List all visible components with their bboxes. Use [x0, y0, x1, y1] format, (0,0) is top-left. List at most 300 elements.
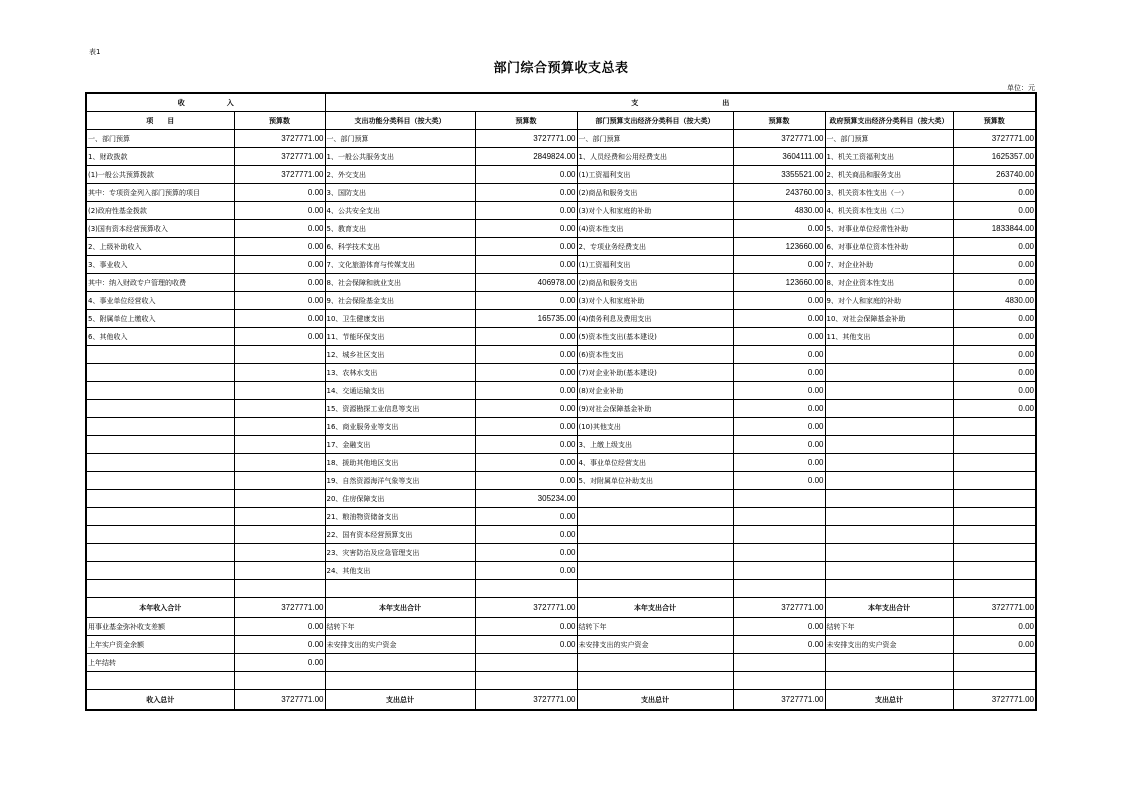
function-amount-cell: 3727771.00: [475, 690, 577, 711]
function-item-cell: 7、文化旅游体育与传媒支出: [325, 256, 475, 274]
function-item-cell: 4、公共安全支出: [325, 202, 475, 220]
income-amount-cell: 0.00: [234, 238, 325, 256]
dept-econ-amount-cell: 0.00: [733, 454, 825, 472]
table-row: [86, 238, 1036, 256]
budget-table: [85, 92, 1037, 711]
table-row: [86, 310, 1036, 328]
gov-econ-amount-cell: 0.00: [953, 346, 1036, 364]
income-amount-cell: 0.00: [234, 328, 325, 346]
income-amount-cell: [234, 418, 325, 436]
function-amount-cell: 0.00: [475, 436, 577, 454]
table-row: [86, 184, 1036, 202]
income-item-cell: 其中：专项资金列入部门预算的项目: [86, 184, 234, 202]
col-header-amount: 预算数: [234, 112, 325, 130]
income-item-cell: 本年收入合计: [86, 598, 234, 618]
income-amount-cell: [234, 364, 325, 382]
dept-econ-amount-cell: 3604111.00: [733, 148, 825, 166]
gov-econ-amount-cell: 0.00: [953, 400, 1036, 418]
spacer-row: [86, 580, 1036, 598]
function-amount-cell: 0.00: [475, 238, 577, 256]
gov-econ-item-cell: [825, 508, 953, 526]
function-item-cell: 9、社会保险基金支出: [325, 292, 475, 310]
income-item-cell: 上年结转: [86, 654, 234, 672]
dept-econ-amount-cell: [733, 490, 825, 508]
function-item-cell: 结转下年: [325, 618, 475, 636]
dept-econ-amount-cell: [733, 654, 825, 672]
col-header-amount: 预算数: [475, 112, 577, 130]
income-amount-cell: 0.00: [234, 636, 325, 654]
gov-econ-item-cell: 2、机关商品和服务支出: [825, 166, 953, 184]
dept-econ-amount-cell: 4830.00: [733, 202, 825, 220]
dept-econ-amount-cell: 0.00: [733, 418, 825, 436]
dept-econ-amount-cell: 0.00: [733, 636, 825, 654]
function-item-cell: 2、外交支出: [325, 166, 475, 184]
gov-econ-amount-cell: 263740.00: [953, 166, 1036, 184]
gov-econ-amount-cell: 0.00: [953, 328, 1036, 346]
dept-econ-item-cell: 支出总计: [577, 690, 733, 711]
income-item-cell: (3)国有资本经营预算收入: [86, 220, 234, 238]
dept-econ-item-cell: [577, 562, 733, 580]
gov-econ-amount-cell: [953, 672, 1036, 690]
function-item-cell: 13、农林水支出: [325, 364, 475, 382]
dept-econ-item-cell: 一、部门预算: [577, 130, 733, 148]
function-amount-cell: 0.00: [475, 562, 577, 580]
gov-econ-item-cell: [825, 400, 953, 418]
dept-econ-item-cell: (10)其他支出: [577, 418, 733, 436]
dept-econ-amount-cell: [733, 672, 825, 690]
gov-econ-item-cell: 10、对社会保障基金补助: [825, 310, 953, 328]
gov-econ-item-cell: 本年支出合计: [825, 598, 953, 618]
gov-econ-amount-cell: [953, 562, 1036, 580]
gov-econ-amount-cell: [953, 580, 1036, 598]
dept-econ-amount-cell: [733, 508, 825, 526]
income-amount-cell: 3727771.00: [234, 166, 325, 184]
dept-econ-item-cell: (2)商品和服务支出: [577, 274, 733, 292]
function-item-cell: 本年支出合计: [325, 598, 475, 618]
gov-econ-item-cell: [825, 346, 953, 364]
function-amount-cell: 0.00: [475, 256, 577, 274]
dept-econ-item-cell: 结转下年: [577, 618, 733, 636]
income-item-cell: [86, 672, 234, 690]
income-amount-cell: [234, 580, 325, 598]
dept-econ-amount-cell: 0.00: [733, 618, 825, 636]
income-amount-cell: [234, 382, 325, 400]
gov-econ-amount-cell: 3727771.00: [953, 598, 1036, 618]
gov-econ-item-cell: 7、对企业补助: [825, 256, 953, 274]
gov-econ-item-cell: 9、对个人和家庭的补助: [825, 292, 953, 310]
function-item-cell: [325, 654, 475, 672]
dept-econ-item-cell: [577, 580, 733, 598]
gov-econ-amount-cell: 0.00: [953, 364, 1036, 382]
gov-econ-amount-cell: 3727771.00: [953, 690, 1036, 711]
grand-total-row: [86, 690, 1036, 711]
dept-econ-item-cell: [577, 508, 733, 526]
income-amount-cell: 0.00: [234, 220, 325, 238]
function-item-cell: 24、其他支出: [325, 562, 475, 580]
income-item-cell: 一、部门预算: [86, 130, 234, 148]
income-item-cell: (1)一般公共预算拨款: [86, 166, 234, 184]
function-amount-cell: 165735.00: [475, 310, 577, 328]
gov-econ-amount-cell: [953, 526, 1036, 544]
function-item-cell: 15、资源勘探工业信息等支出: [325, 400, 475, 418]
function-item-cell: 23、灾害防治及应急管理支出: [325, 544, 475, 562]
gov-econ-item-cell: 11、其他支出: [825, 328, 953, 346]
income-item-cell: [86, 490, 234, 508]
gov-econ-amount-cell: [953, 544, 1036, 562]
income-item-cell: 3、事业收入: [86, 256, 234, 274]
income-amount-cell: 0.00: [234, 654, 325, 672]
income-amount-cell: [234, 400, 325, 418]
income-amount-cell: [234, 346, 325, 364]
gov-econ-amount-cell: [953, 508, 1036, 526]
gov-econ-amount-cell: 1833844.00: [953, 220, 1036, 238]
income-item-cell: [86, 472, 234, 490]
function-amount-cell: 406978.00: [475, 274, 577, 292]
function-amount-cell: 0.00: [475, 220, 577, 238]
gov-econ-item-cell: 8、对企业资本性支出: [825, 274, 953, 292]
table-row: [86, 454, 1036, 472]
income-item-cell: 上年实户资金余额: [86, 636, 234, 654]
function-item-cell: [325, 580, 475, 598]
function-amount-cell: 0.00: [475, 328, 577, 346]
dept-econ-amount-cell: 0.00: [733, 400, 825, 418]
gov-econ-amount-cell: 3727771.00: [953, 130, 1036, 148]
function-amount-cell: 3727771.00: [475, 598, 577, 618]
function-amount-cell: 0.00: [475, 454, 577, 472]
function-amount-cell: 0.00: [475, 544, 577, 562]
income-amount-cell: 0.00: [234, 256, 325, 274]
dept-econ-amount-cell: 243760.00: [733, 184, 825, 202]
dept-econ-amount-cell: 0.00: [733, 292, 825, 310]
income-item-cell: 6、其他收入: [86, 328, 234, 346]
gov-econ-amount-cell: 0.00: [953, 618, 1036, 636]
gov-econ-item-cell: [825, 654, 953, 672]
income-amount-cell: 0.00: [234, 618, 325, 636]
dept-econ-amount-cell: 0.00: [733, 328, 825, 346]
function-item-cell: 1、一般公共服务支出: [325, 148, 475, 166]
dept-econ-amount-cell: [733, 562, 825, 580]
gov-econ-amount-cell: [953, 654, 1036, 672]
income-amount-cell: 0.00: [234, 274, 325, 292]
function-amount-cell: 3727771.00: [475, 130, 577, 148]
dept-econ-amount-cell: 3727771.00: [733, 598, 825, 618]
income-item-cell: [86, 346, 234, 364]
function-item-cell: 一、部门预算: [325, 130, 475, 148]
table-row: [86, 328, 1036, 346]
gov-econ-item-cell: 支出总计: [825, 690, 953, 711]
income-item-cell: [86, 544, 234, 562]
income-item-cell: [86, 400, 234, 418]
dept-econ-item-cell: (9)对社会保障基金补助: [577, 400, 733, 418]
dept-econ-item-cell: (1)工资福利支出: [577, 166, 733, 184]
dept-econ-item-cell: [577, 654, 733, 672]
function-amount-cell: 0.00: [475, 400, 577, 418]
function-item-cell: 3、国防支出: [325, 184, 475, 202]
gov-econ-amount-cell: 4830.00: [953, 292, 1036, 310]
income-amount-cell: [234, 472, 325, 490]
gov-econ-amount-cell: 0.00: [953, 184, 1036, 202]
dept-econ-amount-cell: 0.00: [733, 346, 825, 364]
function-item-cell: 支出总计: [325, 690, 475, 711]
income-item-cell: 收入总计: [86, 690, 234, 711]
function-item-cell: 6、科学技术支出: [325, 238, 475, 256]
table-row: [86, 274, 1036, 292]
income-amount-cell: [234, 672, 325, 690]
dept-econ-amount-cell: 3727771.00: [733, 690, 825, 711]
dept-econ-item-cell: 5、对附属单位补助支出: [577, 472, 733, 490]
dept-econ-item-cell: [577, 526, 733, 544]
dept-econ-amount-cell: [733, 580, 825, 598]
table-row: [86, 382, 1036, 400]
table-row: [86, 472, 1036, 490]
dept-econ-item-cell: [577, 490, 733, 508]
income-item-cell: (2)政府性基金拨款: [86, 202, 234, 220]
col-header-dept-econ-category: 部门预算支出经济分类科目（按大类）: [577, 112, 733, 130]
carryover-row: [86, 618, 1036, 636]
income-amount-cell: 3727771.00: [234, 598, 325, 618]
income-amount-cell: 3727771.00: [234, 130, 325, 148]
gov-econ-item-cell: [825, 672, 953, 690]
income-amount-cell: 3727771.00: [234, 148, 325, 166]
dept-econ-amount-cell: 0.00: [733, 220, 825, 238]
function-amount-cell: 0.00: [475, 382, 577, 400]
dept-econ-amount-cell: [733, 526, 825, 544]
income-amount-cell: [234, 436, 325, 454]
gov-econ-item-cell: 4、机关资本性支出（二）: [825, 202, 953, 220]
sheet-label: 表1: [89, 48, 101, 56]
function-item-cell: 5、教育支出: [325, 220, 475, 238]
function-amount-cell: 0.00: [475, 636, 577, 654]
gov-econ-item-cell: [825, 526, 953, 544]
function-item-cell: 16、商业服务业等支出: [325, 418, 475, 436]
function-item-cell: 10、卫生健康支出: [325, 310, 475, 328]
function-item-cell: 8、社会保障和就业支出: [325, 274, 475, 292]
table-row: [86, 346, 1036, 364]
gov-econ-amount-cell: [953, 472, 1036, 490]
function-amount-cell: 0.00: [475, 202, 577, 220]
dept-econ-amount-cell: 0.00: [733, 310, 825, 328]
gov-econ-item-cell: 未安排支出的实户资金: [825, 636, 953, 654]
dept-econ-amount-cell: 0.00: [733, 436, 825, 454]
income-item-cell: [86, 454, 234, 472]
dept-econ-item-cell: (4)债务利息及费用支出: [577, 310, 733, 328]
function-item-cell: 未安排支出的实户资金: [325, 636, 475, 654]
gov-econ-item-cell: [825, 364, 953, 382]
function-amount-cell: 0.00: [475, 418, 577, 436]
income-amount-cell: 3727771.00: [234, 690, 325, 711]
col-header-item: 项 目: [86, 112, 234, 130]
function-item-cell: 19、自然资源海洋气象等支出: [325, 472, 475, 490]
dept-econ-item-cell: 未安排支出的实户资金: [577, 636, 733, 654]
dept-econ-amount-cell: 3355521.00: [733, 166, 825, 184]
dept-econ-item-cell: (8)对企业补助: [577, 382, 733, 400]
gov-econ-amount-cell: [953, 418, 1036, 436]
function-amount-cell: 2849824.00: [475, 148, 577, 166]
table-row: [86, 166, 1036, 184]
column-header-row: [86, 112, 1036, 130]
function-amount-cell: 0.00: [475, 292, 577, 310]
income-item-cell: [86, 508, 234, 526]
gov-econ-item-cell: 3、机关资本性支出（一）: [825, 184, 953, 202]
dept-econ-amount-cell: 3727771.00: [733, 130, 825, 148]
gov-econ-item-cell: 一、部门预算: [825, 130, 953, 148]
gov-econ-amount-cell: [953, 490, 1036, 508]
table-row: [86, 148, 1036, 166]
carryover-row: [86, 654, 1036, 672]
function-amount-cell: 0.00: [475, 184, 577, 202]
table-row: [86, 256, 1036, 274]
income-amount-cell: 0.00: [234, 184, 325, 202]
income-item-cell: 1、财政拨款: [86, 148, 234, 166]
dept-econ-item-cell: 本年支出合计: [577, 598, 733, 618]
dept-econ-amount-cell: 0.00: [733, 472, 825, 490]
function-item-cell: 14、交通运输支出: [325, 382, 475, 400]
table-row: [86, 436, 1036, 454]
dept-econ-item-cell: (2)商品和服务支出: [577, 184, 733, 202]
income-item-cell: [86, 418, 234, 436]
table-row: [86, 544, 1036, 562]
income-amount-cell: [234, 544, 325, 562]
income-amount-cell: [234, 562, 325, 580]
table-row: [86, 562, 1036, 580]
gov-econ-amount-cell: 0.00: [953, 382, 1036, 400]
table-row: [86, 400, 1036, 418]
col-header-function-category: 支出功能分类科目（按大类）: [325, 112, 475, 130]
income-amount-cell: [234, 526, 325, 544]
dept-econ-amount-cell: [733, 544, 825, 562]
income-amount-cell: [234, 454, 325, 472]
dept-econ-amount-cell: 0.00: [733, 382, 825, 400]
function-item-cell: 21、粮油物资储备支出: [325, 508, 475, 526]
expense-header: 支 出: [325, 93, 1036, 112]
income-item-cell: [86, 382, 234, 400]
function-amount-cell: 0.00: [475, 166, 577, 184]
gov-econ-amount-cell: 0.00: [953, 274, 1036, 292]
col-header-amount: 预算数: [733, 112, 825, 130]
gov-econ-amount-cell: [953, 454, 1036, 472]
dept-econ-item-cell: (4)资本性支出: [577, 220, 733, 238]
function-amount-cell: 0.00: [475, 508, 577, 526]
spacer-row: [86, 672, 1036, 690]
gov-econ-item-cell: [825, 418, 953, 436]
gov-econ-item-cell: [825, 454, 953, 472]
dept-econ-item-cell: (3)对个人和家庭补助: [577, 292, 733, 310]
dept-econ-item-cell: (7)对企业补助(基本建设): [577, 364, 733, 382]
function-amount-cell: 0.00: [475, 618, 577, 636]
function-item-cell: 17、金融支出: [325, 436, 475, 454]
function-amount-cell: 0.00: [475, 472, 577, 490]
table-row: [86, 526, 1036, 544]
table-row: [86, 508, 1036, 526]
section-header-row: [86, 93, 1036, 112]
table-row: [86, 292, 1036, 310]
col-header-amount: 预算数: [953, 112, 1036, 130]
gov-econ-item-cell: 结转下年: [825, 618, 953, 636]
gov-econ-item-cell: [825, 472, 953, 490]
function-item-cell: 20、住房保障支出: [325, 490, 475, 508]
gov-econ-item-cell: [825, 562, 953, 580]
gov-econ-item-cell: [825, 580, 953, 598]
year-total-row: [86, 598, 1036, 618]
function-item-cell: 22、国有资本经营预算支出: [325, 526, 475, 544]
income-amount-cell: [234, 490, 325, 508]
income-item-cell: [86, 364, 234, 382]
dept-econ-item-cell: [577, 672, 733, 690]
income-item-cell: [86, 526, 234, 544]
table-row: [86, 202, 1036, 220]
function-item-cell: 12、城乡社区支出: [325, 346, 475, 364]
gov-econ-amount-cell: 0.00: [953, 310, 1036, 328]
income-amount-cell: 0.00: [234, 292, 325, 310]
function-amount-cell: 305234.00: [475, 490, 577, 508]
unit-label: 单位：元: [1007, 84, 1035, 92]
gov-econ-item-cell: 5、对事业单位经常性补助: [825, 220, 953, 238]
dept-econ-amount-cell: 123660.00: [733, 238, 825, 256]
gov-econ-amount-cell: 0.00: [953, 202, 1036, 220]
table-row: [86, 130, 1036, 148]
col-header-gov-econ-category: 政府预算支出经济分类科目（按大类）: [825, 112, 953, 130]
income-header: 收 入: [86, 93, 325, 112]
function-amount-cell: [475, 580, 577, 598]
income-item-cell: 5、附属单位上缴收入: [86, 310, 234, 328]
function-amount-cell: 0.00: [475, 346, 577, 364]
table-row: [86, 490, 1036, 508]
income-item-cell: 用事业基金弥补收支差额: [86, 618, 234, 636]
dept-econ-item-cell: [577, 544, 733, 562]
dept-econ-item-cell: 4、事业单位经营支出: [577, 454, 733, 472]
dept-econ-amount-cell: 0.00: [733, 364, 825, 382]
dept-econ-item-cell: (1)工资福利支出: [577, 256, 733, 274]
function-amount-cell: [475, 672, 577, 690]
gov-econ-item-cell: 6、对事业单位资本性补助: [825, 238, 953, 256]
dept-econ-item-cell: 2、专项业务经费支出: [577, 238, 733, 256]
dept-econ-item-cell: (5)资本性支出(基本建设): [577, 328, 733, 346]
table-row: [86, 418, 1036, 436]
gov-econ-amount-cell: 0.00: [953, 256, 1036, 274]
income-item-cell: 其中：纳入财政专户管理的收费: [86, 274, 234, 292]
dept-econ-item-cell: (3)对个人和家庭的补助: [577, 202, 733, 220]
function-item-cell: [325, 672, 475, 690]
function-amount-cell: 0.00: [475, 364, 577, 382]
income-item-cell: 2、上级补助收入: [86, 238, 234, 256]
function-item-cell: 18、援助其他地区支出: [325, 454, 475, 472]
gov-econ-item-cell: 1、机关工资福利支出: [825, 148, 953, 166]
table-row: [86, 220, 1036, 238]
dept-econ-item-cell: 1、人员经费和公用经费支出: [577, 148, 733, 166]
income-amount-cell: 0.00: [234, 310, 325, 328]
income-item-cell: 4、事业单位经营收入: [86, 292, 234, 310]
function-item-cell: 11、节能环保支出: [325, 328, 475, 346]
carryover-row: [86, 636, 1036, 654]
page-title: 部门综合预算收支总表: [493, 61, 629, 76]
function-amount-cell: 0.00: [475, 526, 577, 544]
income-item-cell: [86, 580, 234, 598]
gov-econ-item-cell: [825, 544, 953, 562]
gov-econ-amount-cell: 0.00: [953, 238, 1036, 256]
dept-econ-item-cell: 3、上缴上级支出: [577, 436, 733, 454]
income-item-cell: [86, 562, 234, 580]
income-amount-cell: [234, 508, 325, 526]
table-row: [86, 364, 1036, 382]
gov-econ-amount-cell: 1625357.00: [953, 148, 1036, 166]
gov-econ-amount-cell: [953, 436, 1036, 454]
gov-econ-amount-cell: 0.00: [953, 636, 1036, 654]
gov-econ-item-cell: [825, 436, 953, 454]
income-item-cell: [86, 436, 234, 454]
gov-econ-item-cell: [825, 382, 953, 400]
function-amount-cell: [475, 654, 577, 672]
dept-econ-amount-cell: 123660.00: [733, 274, 825, 292]
